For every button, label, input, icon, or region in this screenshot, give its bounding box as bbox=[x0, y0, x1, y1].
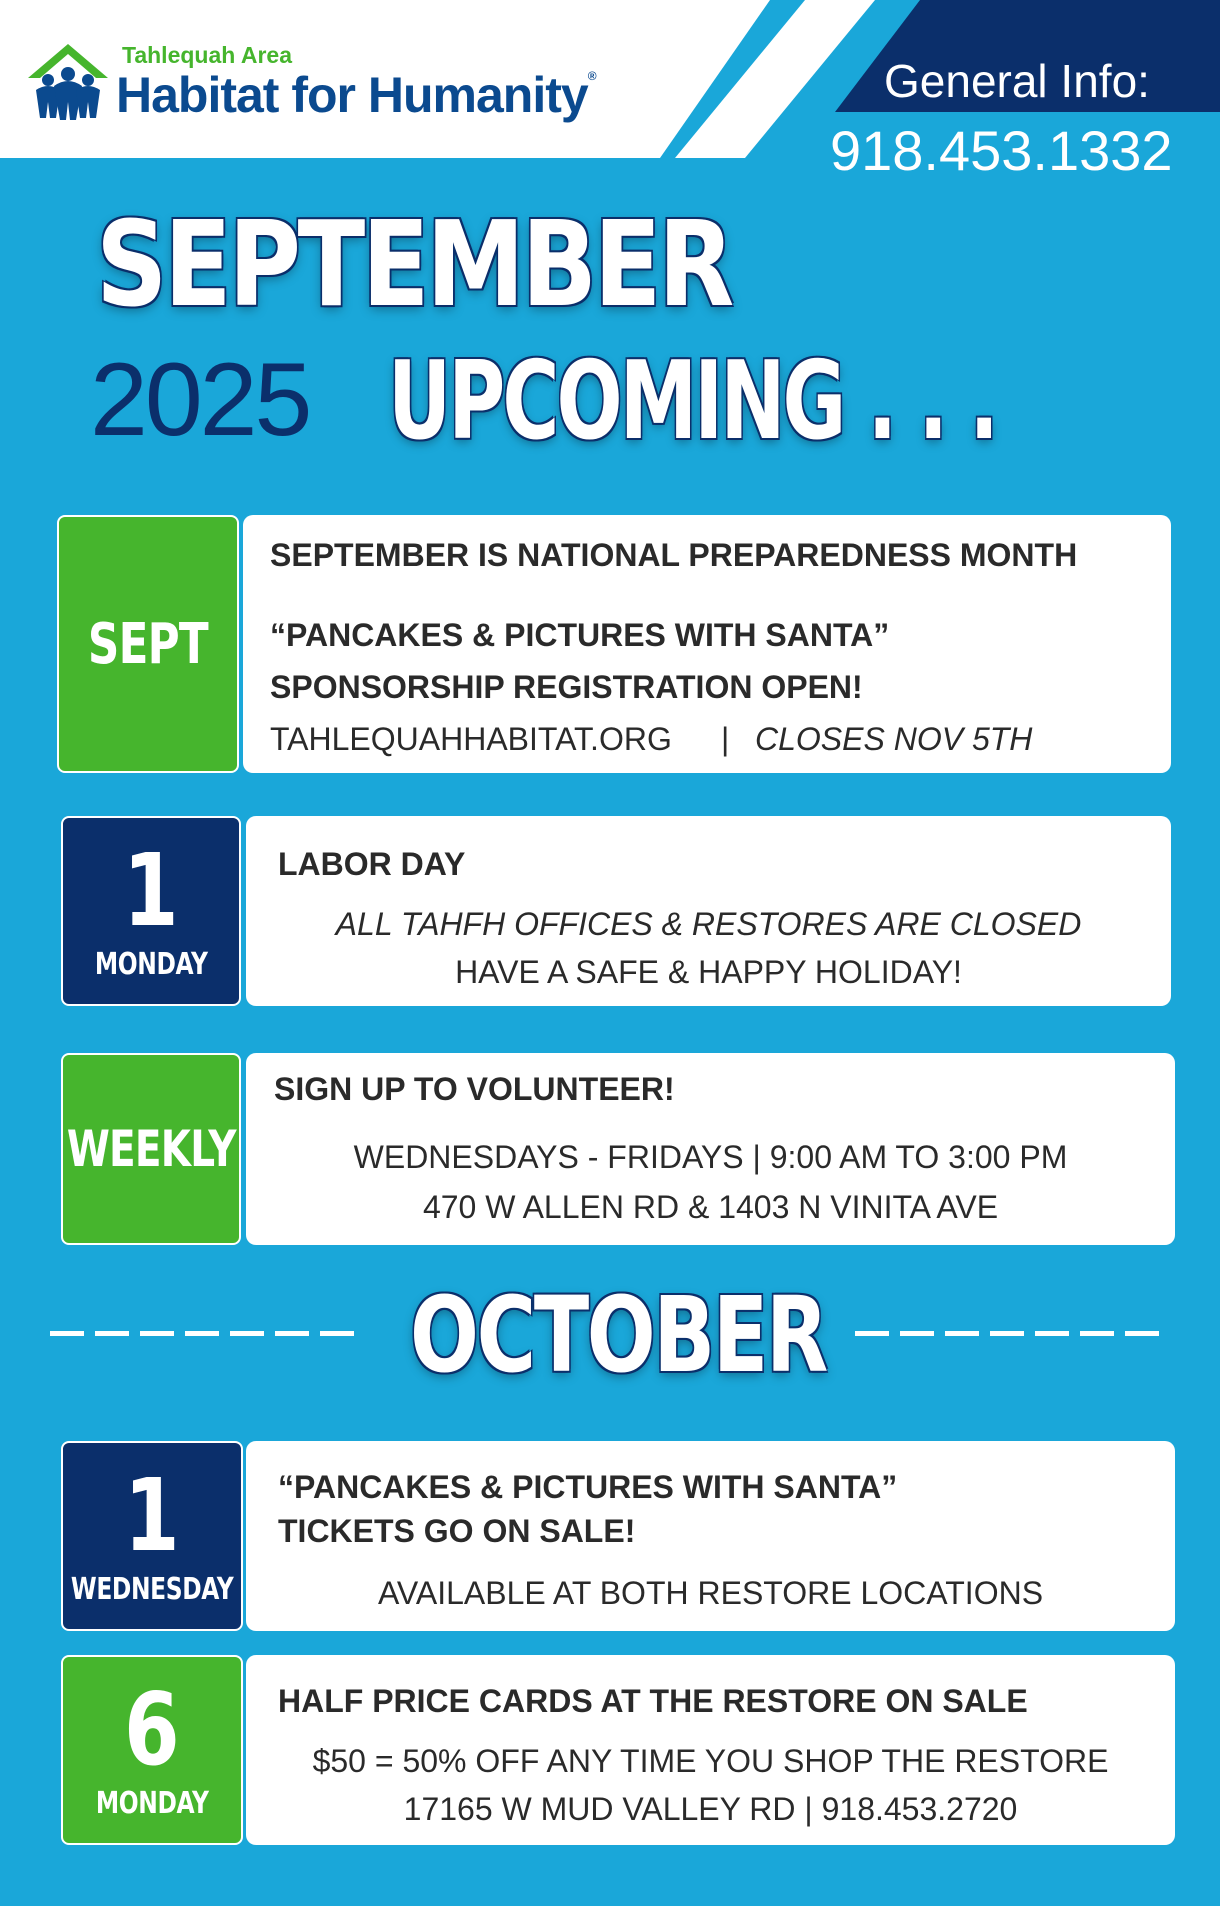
event-line: AVAILABLE AT BOTH RESTORE LOCATIONS bbox=[377, 1575, 1044, 1611]
habitat-logo[interactable] bbox=[26, 42, 596, 123]
habitat-house-icon bbox=[26, 42, 110, 120]
event-line: $50 = 50% OFF ANY TIME YOU SHOP THE RESTORE bbox=[312, 1743, 1109, 1779]
event-line: 470 W ALLEN RD & 1403 N VINITA AVE bbox=[422, 1189, 999, 1225]
event-line: “PANCAKES & PICTURES WITH SANTA” bbox=[270, 617, 890, 653]
title-year: 2025 bbox=[90, 342, 310, 458]
event-badge-labor-day bbox=[61, 816, 241, 1006]
event-card-volunteer bbox=[246, 1053, 1175, 1245]
event-line: CLOSES NOV 5TH bbox=[755, 721, 1033, 757]
badge-day-name: MONDAY bbox=[95, 1785, 209, 1821]
event-link[interactable]: TAHLEQUAHHABITAT.ORG bbox=[270, 721, 672, 757]
event-line: HAVE A SAFE & HAPPY HOLIDAY! bbox=[455, 954, 962, 990]
badge-label: WEEKLY bbox=[66, 1120, 236, 1178]
org-name: Habitat for Humanity® bbox=[116, 67, 596, 123]
badge-day-number: 1 bbox=[123, 831, 179, 949]
event-badge-sept bbox=[57, 515, 239, 773]
badge-day-number: 6 bbox=[124, 1670, 180, 1788]
general-info-label: General Info: bbox=[884, 55, 1150, 107]
badge-day-name: MONDAY bbox=[94, 946, 208, 982]
event-line: ALL TAHFH OFFICES & RESTORES ARE CLOSED bbox=[335, 906, 1082, 942]
event-title: HALF PRICE CARDS AT THE RESTORE ON SALE bbox=[278, 1683, 1028, 1719]
event-title: TICKETS GO ON SALE! bbox=[278, 1513, 636, 1549]
event-line: SEPTEMBER IS NATIONAL PREPAREDNESS MONTH bbox=[270, 537, 1078, 573]
event-card-preparedness bbox=[243, 515, 1171, 773]
event-title: “PANCAKES & PICTURES WITH SANTA” bbox=[278, 1469, 898, 1505]
event-line: WEDNESDAYS - FRIDAYS | 9:00 AM TO 3:00 PM bbox=[353, 1139, 1068, 1175]
event-badge-weekly bbox=[61, 1053, 241, 1245]
badge-label: SEPT bbox=[87, 611, 208, 677]
event-badge-oct-1 bbox=[61, 1441, 243, 1631]
event-badge-oct-6 bbox=[61, 1655, 243, 1845]
event-title: LABOR DAY bbox=[278, 846, 466, 882]
registered-mark: ® bbox=[587, 69, 596, 83]
badge-day-name: WEDNESDAY bbox=[70, 1571, 234, 1607]
event-title[interactable]: SIGN UP TO VOLUNTEER! bbox=[274, 1071, 675, 1107]
event-separator: | bbox=[721, 721, 730, 757]
event-line: 17165 W MUD VALLEY RD | 918.453.2720 bbox=[403, 1791, 1018, 1827]
event-line: SPONSORSHIP REGISTRATION OPEN! bbox=[270, 669, 863, 705]
general-info-phone[interactable]: 918.453.1332 bbox=[830, 119, 1173, 182]
october-heading: OCTOBER bbox=[410, 1274, 827, 1396]
badge-day-number: 1 bbox=[124, 1456, 180, 1574]
event-card-labor-day bbox=[246, 816, 1171, 1006]
title-month: SEPTEMBER bbox=[96, 195, 732, 333]
event-card-santa-tickets bbox=[246, 1441, 1175, 1631]
event-card-half-price bbox=[246, 1655, 1175, 1845]
title-upcoming: UPCOMING . . . bbox=[388, 339, 997, 464]
org-area-name: Tahlequah Area bbox=[122, 42, 292, 68]
header bbox=[0, 0, 1220, 182]
